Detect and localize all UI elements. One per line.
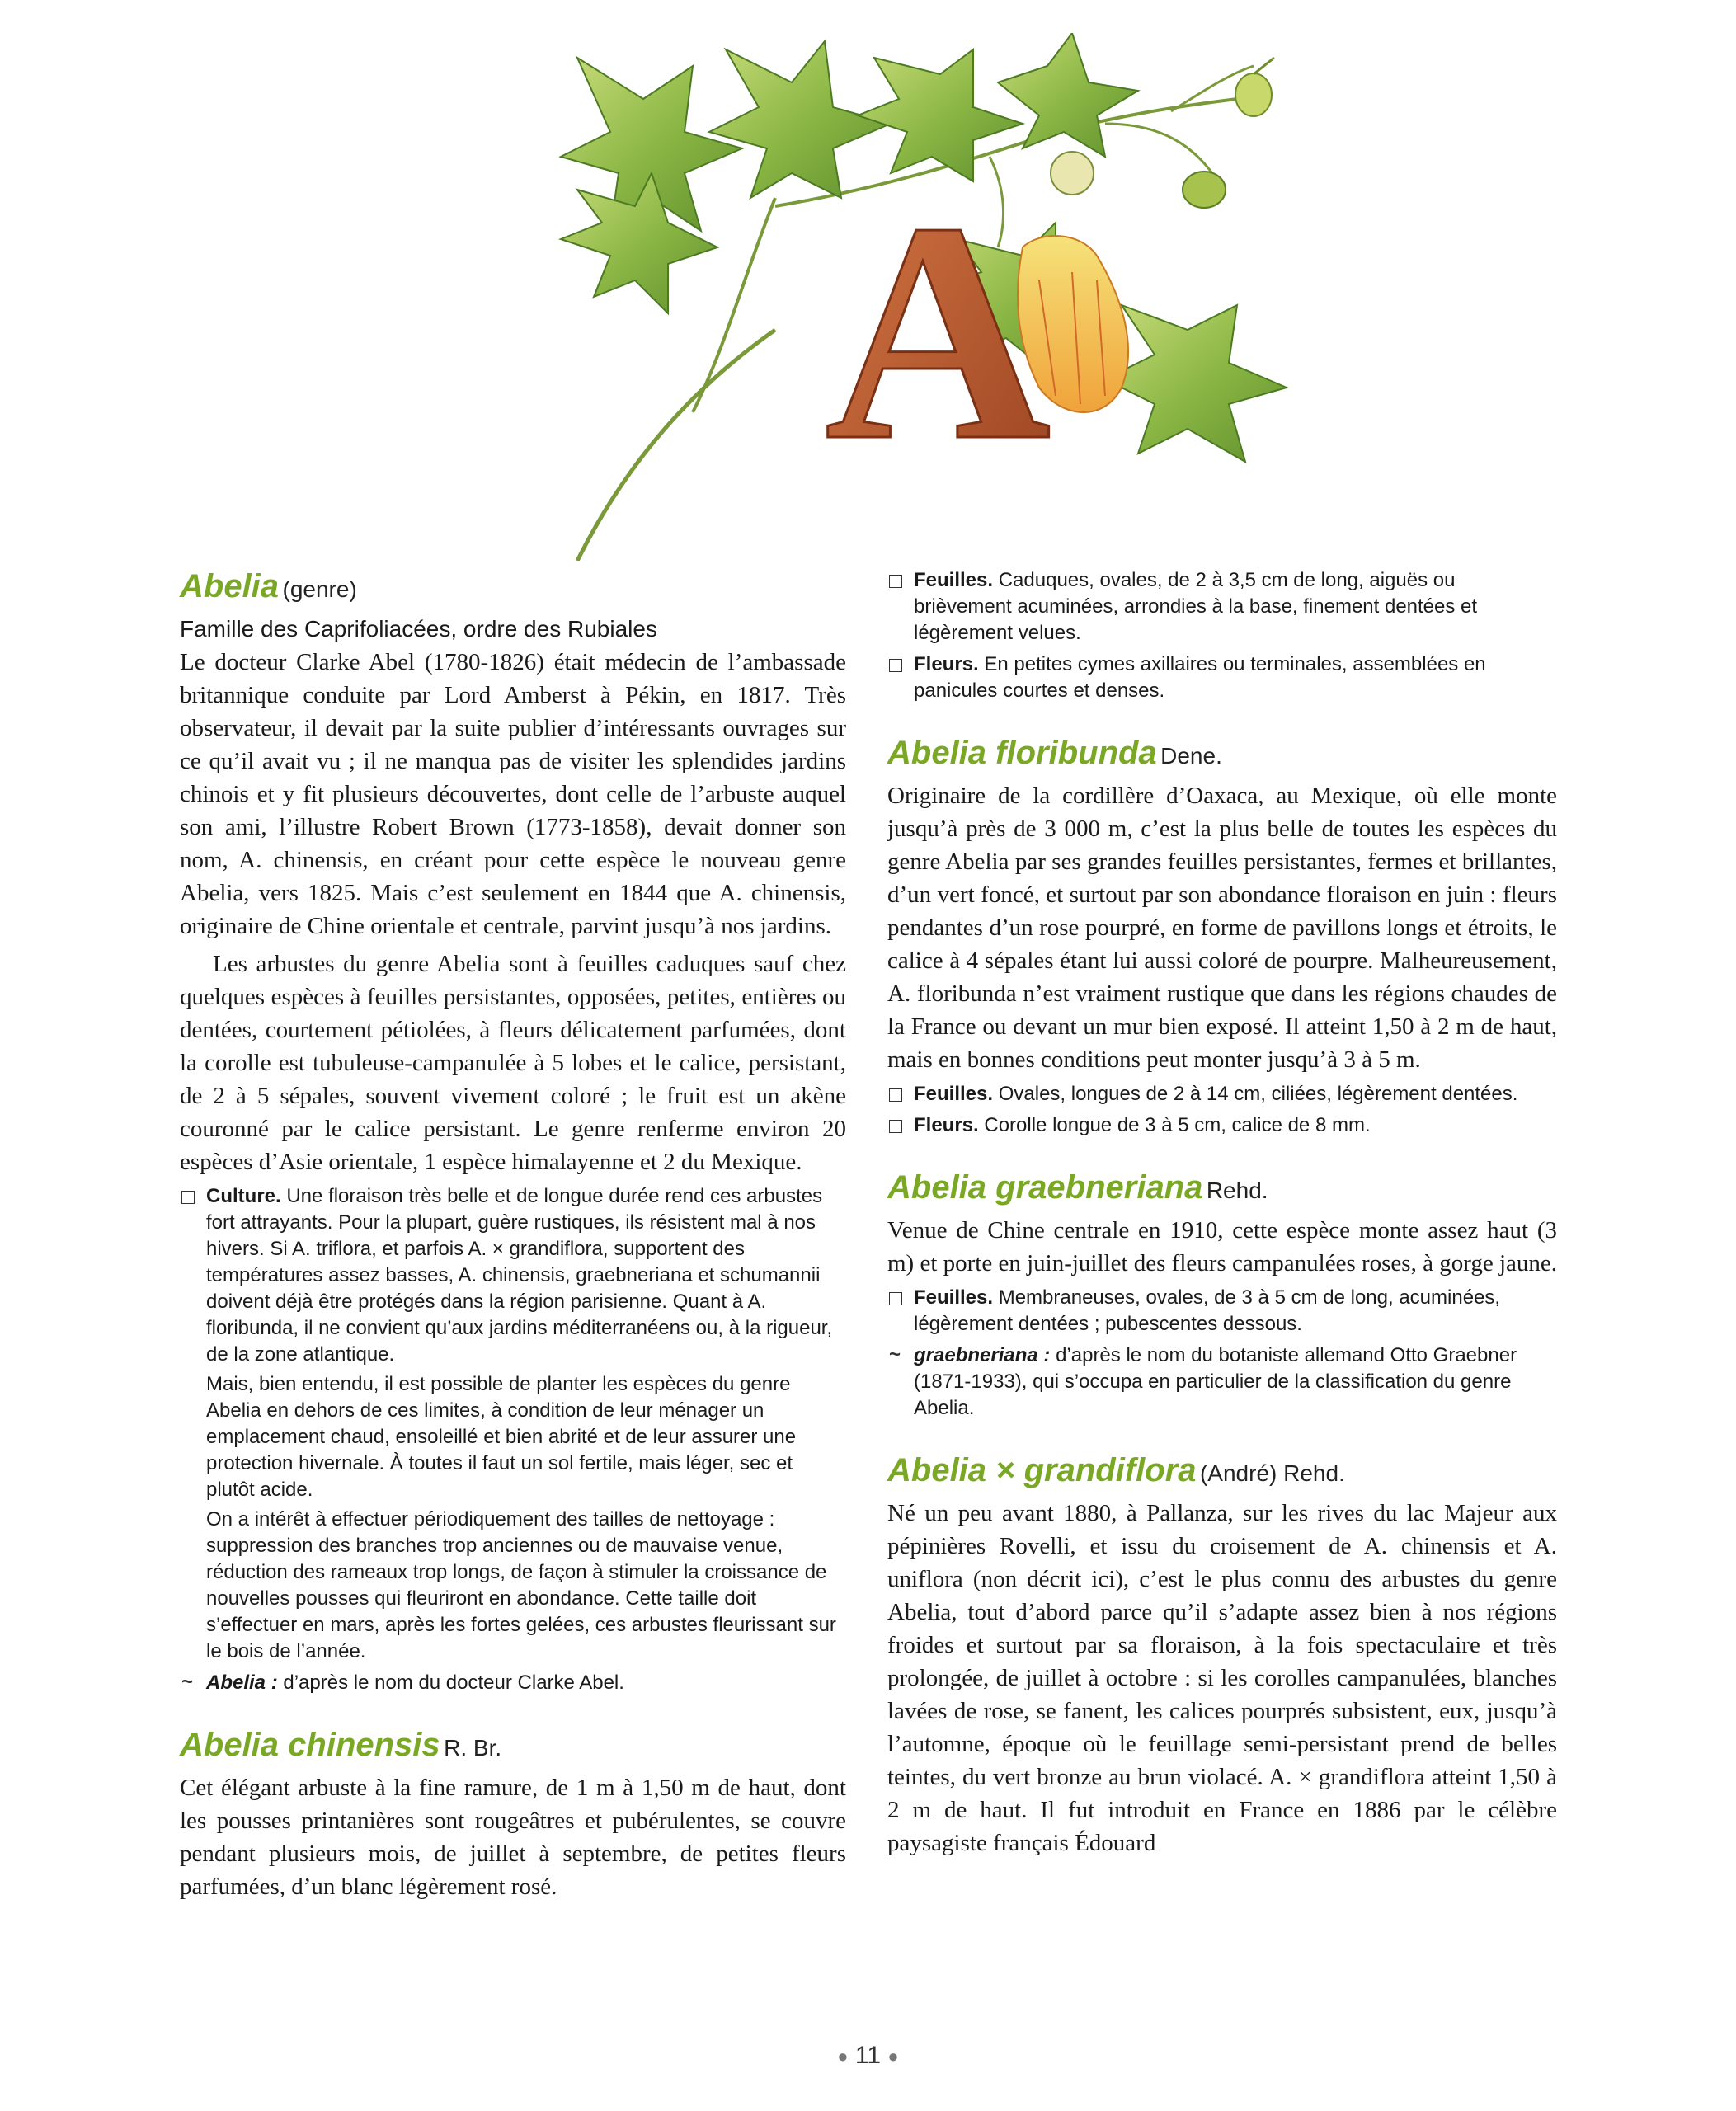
tilde-icon: ~	[181, 1671, 194, 1693]
entry-abelia-genus	[180, 567, 846, 1696]
culture-item	[180, 1183, 846, 1368]
entry-abelia-chinensis-continued	[887, 567, 1557, 704]
flowers-item	[887, 1112, 1557, 1139]
item-text: Corolle longue de 3 à 5 cm, calice de 8 mm.	[984, 1114, 1371, 1136]
leaves-item	[887, 1081, 1557, 1107]
entry-title: Abelia chinensis	[180, 1727, 440, 1763]
item-label: Culture.	[206, 1185, 281, 1207]
entry-title: Abelia floribunda	[887, 735, 1157, 771]
paragraph: Venue de Chine centrale en 1910, cette espèce monte assez haut (3 m) et porte en juin-juillet des fleurs campanulées roses, à gorge jaune.	[887, 1217, 1557, 1276]
entry-author: Rehd.	[1206, 1178, 1268, 1203]
checkbox-square-icon	[889, 1120, 902, 1133]
etymology-item	[887, 1342, 1557, 1422]
item-label: Feuilles.	[914, 1286, 994, 1309]
item-text: En petites cymes axillaires ou terminales, assemblées en panicules courtes et denses.	[914, 653, 1486, 702]
item-text: Une floraison très belle et de longue durée rend ces arbustes fort attrayants. Pour la plupart, guère rustiques, ils résistent mal à nos hivers. Si A. triflora, et parfois A. × grandiflora, supportent des températures assez basses, A. chinensis, graebneriana et schumannii doivent déjà être protégés dans la région parisienne. Quant à A. floribunda, il ne convient qu’aux jardins méditerranéens ou, à la rigueur, de la zone atlantique.	[206, 1185, 833, 1366]
entry-abelia-grandiflora	[887, 1451, 1557, 1859]
bullet-icon: ●	[887, 2046, 899, 2067]
entry-abelia-chinensis	[180, 1726, 846, 1903]
culture-paragraph: On a intérêt à effectuer périodiquement des tailles de nettoyage : suppression des branches trop anciennes ou de mauvaise venue, réduction des rameaux trop longs, de façon à stimuler la croissance de nouvelles pousses qui fleuriront en abondance. Cette taille doit s’effectuer en mars, après les fortes gelées, ces arbustes fleurissant sur le bois de l’année.	[206, 1508, 836, 1662]
culture-paragraph: Mais, bien entendu, il est possible de planter les espèces du genre Abelia en dehors de ces limites, à condition de leur ménager un emplacement chaud, ensoleillé et bien abrité et de leur assurer une protection hivernale. À toutes il faut un sol fertile, mais léger, sec et plutôt acide.	[206, 1373, 797, 1501]
page-number	[0, 2042, 1736, 2070]
checkbox-square-icon	[889, 1088, 902, 1102]
entry-title: Abelia × grandiflora	[887, 1452, 1197, 1488]
paragraph: Cet élégant arbuste à la fine ramure, de 1 m à 1,50 m de haut, dont les pousses printanières sont rougeâtres et pubérulentes, se couvre pendant plusieurs mois, de juillet à septembre, de petites fleurs parfumées, d’un blanc légèrement rosé.	[180, 1775, 846, 1900]
item-label: Feuilles.	[914, 1083, 994, 1105]
checkbox-square-icon	[889, 659, 902, 672]
entry-title: Abelia	[180, 568, 280, 604]
checkbox-square-icon	[889, 1292, 902, 1305]
item-text: d’après le nom du docteur Clarke Abel.	[283, 1671, 624, 1694]
entry-author: Dene.	[1160, 743, 1222, 769]
flowers-item	[887, 651, 1557, 704]
entry-title: Abelia graebneriana	[887, 1169, 1203, 1206]
item-label: Feuilles.	[914, 569, 994, 591]
item-label: Fleurs.	[914, 653, 979, 675]
entry-abelia-floribunda	[887, 734, 1557, 1139]
tilde-icon: ~	[889, 1343, 901, 1366]
left-column	[180, 567, 846, 1903]
family-line: Famille des Caprifoliacées, ordre des Rubiales	[180, 616, 657, 642]
item-label: Fleurs.	[914, 1114, 979, 1136]
etymology-item	[180, 1670, 846, 1696]
checkbox-square-icon	[181, 1191, 195, 1204]
item-text: Ovales, longues de 2 à 14 cm, ciliées, légèrement dentées.	[998, 1083, 1518, 1105]
bullet-icon: ●	[837, 2046, 849, 2067]
item-text: Caduques, ovales, de 2 à 3,5 cm de long, aiguës ou brièvement acuminées, arrondies à la base, finement dentées et légèrement velues.	[914, 569, 1478, 644]
entry-author: (André) Rehd.	[1199, 1460, 1345, 1486]
leaves-item	[887, 567, 1557, 646]
checkbox-square-icon	[889, 575, 902, 588]
entry-author: R. Br.	[444, 1735, 502, 1761]
drop-cap-letter: A	[825, 158, 1051, 505]
item-text: d’après le nom du botaniste allemand Otto Graebner (1871-1933), qui s’occupa en particulier de la classification du genre Abelia.	[914, 1344, 1517, 1419]
right-column	[887, 567, 1557, 1859]
paragraph: Né un peu avant 1880, à Pallanza, sur les rives du lac Majeur aux pépinières Rovelli, et issu du croisement de A. chinensis et A. uniflora (non décrit ici), c’est le plus connu des arbustes du genre Abelia, tout d’abord parce qu’il s’adapte assez bien à nos régions froides et surtout par sa floraison, à la fois spectaculaire et très prolongée, de juillet à octobre : si les corolles campanulées, blanches lavées de rose, se fanent, les calices pourprés subsistent, eux, jusqu’à l’automne, époque où le feuillage semi-persistant prend de belles teintes, du vert bronze au brun violacé. A. × grandiflora atteint 1,50 à 2 m de haut. Il fut introduit en France en 1886 par le célèbre paysagiste français Édouard	[887, 1500, 1557, 1856]
entry-qualifier: (genre)	[282, 576, 357, 602]
paragraph: Le docteur Clarke Abel (1780-1826) était médecin de l’ambassade britannique conduite par Lord Amberst à Pékin, en 1817. Très observateur, il devait par la suite publier d’intéressants ouvrages sur ce qu’il avait vu ; il ne manqua pas de visiter les splendides jardins chinois et y fit plusieurs découvertes, dont celle de l’arbuste auquel son ami, l’illustre Robert Brown (1773-1858), devait donner son nom, A. chinensis, en créant pour cette espèce le nouveau genre Abelia, vers 1825. Mais c’est seulement en 1844 que A. chinensis, originaire de Chine orientale et centrale, parvint jusqu’à nos jardins.	[180, 649, 846, 939]
abutilon-illustration	[528, 33, 1320, 561]
entry-abelia-graebneriana	[887, 1168, 1557, 1422]
leaves-item	[887, 1285, 1557, 1338]
page-number-text: 11	[854, 2042, 882, 2069]
item-label: Abelia :	[206, 1671, 278, 1694]
paragraph: Originaire de la cordillère d’Oaxaca, au Mexique, où elle monte jusqu’à près de 3 000 m, c’est la plus belle de toutes les espèces du genre Abelia par ses grandes feuilles persistantes, fermes et brillantes, d’un vert foncé, et surtout par son abondance floraison en juin : fleurs pendantes d’un rose pourpré, en forme de pavillons longs et étroits, le calice à 4 sépales étant lui aussi coloré de pourpre. Malheureusement, A. floribunda n’est vraiment rustique que dans les régions chaudes de la France ou devant un mur bien exposé. Il atteint 1,50 à 2 m de haut, mais en bonnes conditions peut monter jusqu’à 3 à 5 m.	[887, 783, 1557, 1073]
paragraph: Les arbustes du genre Abelia sont à feuilles caduques sauf chez quelques espèces à feuilles persistantes, opposées, petites, entières ou dentées, courtement pétiolées, à fleurs délicatement parfumées, dont la corolle est tubuleuse-campanulée à 5 lobes et le calice, persistant, de 2 à 5 sépales, souvent vivement coloré ; le fruit est un akène couronné par le calice persistant. Le genre renferme environ 20 espèces d’Asie orientale, 1 espèce himalayenne et 2 du Mexique.	[180, 951, 846, 1175]
item-label: graebneriana :	[914, 1344, 1051, 1366]
item-text: Membraneuses, ovales, de 3 à 5 cm de long, acuminées, légèrement dentées ; pubescentes dessous.	[914, 1286, 1501, 1335]
